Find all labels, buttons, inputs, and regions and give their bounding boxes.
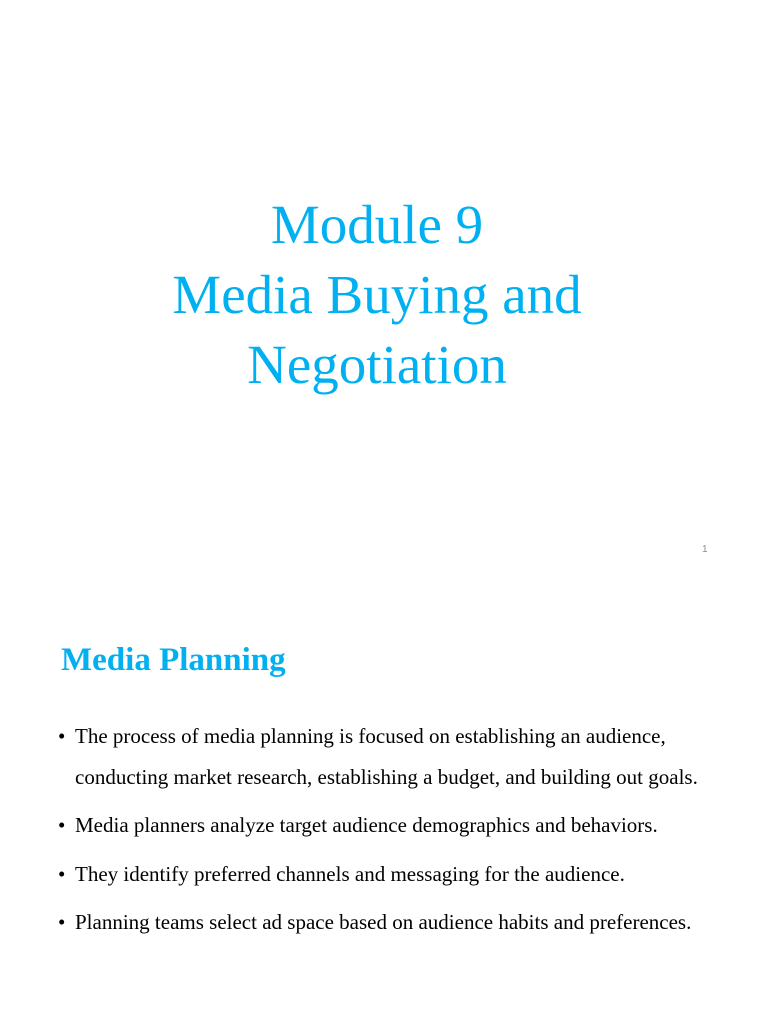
bullet-marker: • [58,861,66,886]
slide-title [0,190,754,400]
bullet-text: They identify preferred channels and messaging for the audience. [75,861,625,886]
bullet-marker: • [58,813,66,837]
content-slide [0,576,768,1024]
bullet-text: Media planners analyze target audience demographics and behaviors. [75,813,658,837]
bullet-marker: • [58,910,66,934]
page-number: 1 [702,544,708,555]
bullet-text: Planning teams select ad space based on audience habits and preferences. [75,910,692,934]
list-item [58,902,727,943]
list-item [58,716,727,797]
section-heading: Media Planning [61,642,286,678]
list-item [58,854,727,895]
title-line-topic: Media Buying and [172,264,582,325]
bullet-text: The process of media planning is focused on establishing an audience, conducting market research, establishing a budget, and building out goals. [75,724,698,789]
title-line-module: Module 9 [270,194,484,255]
list-item [58,805,727,846]
title-line-topic-continued: Negotiation [247,334,507,395]
bullet-marker: • [58,724,66,748]
bullet-list [58,716,727,951]
